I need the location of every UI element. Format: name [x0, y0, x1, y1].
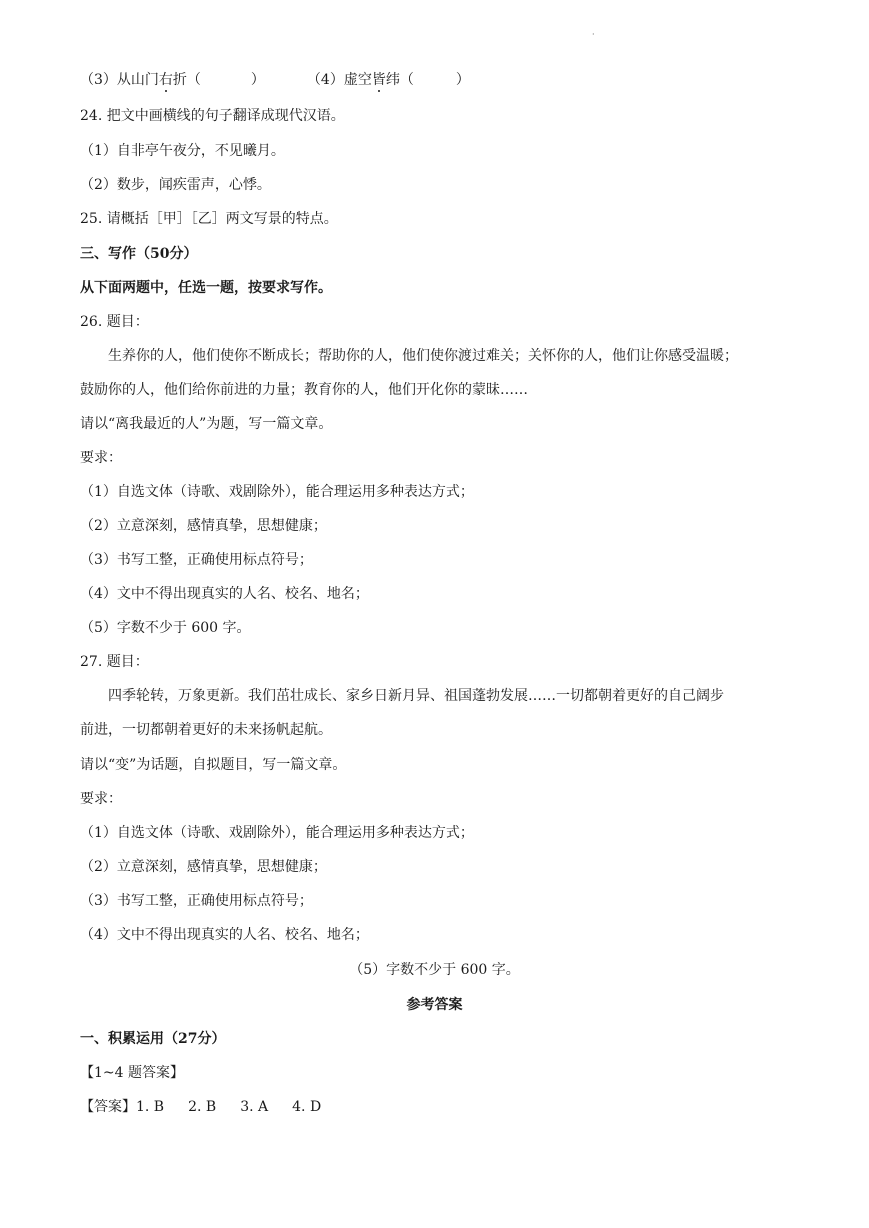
- q26-req-4: （4）文中不得出现真实的人名、校名、地名；: [80, 586, 369, 602]
- q26-requirements-label: 要求：: [80, 450, 122, 466]
- q26-req-3: （3）书写工整，正确使用标点符号；: [80, 552, 313, 568]
- q27-req-4: （4）文中不得出现真实的人名、校名、地名；: [80, 927, 369, 943]
- q26-label: 26. 题目：: [80, 314, 149, 330]
- answers-question-range: 【1~4 题答案】: [80, 1065, 184, 1081]
- answer-item-3: 3. A: [240, 1099, 269, 1115]
- writing-instruction: 从下面两题中，任选一题，按要求写作。: [80, 280, 332, 296]
- q27-label: 27. 题目：: [80, 654, 149, 670]
- q27-prompt: 请以“变”为话题，自拟题目，写一篇文章。: [80, 757, 347, 773]
- answers-line: [80, 1097, 321, 1117]
- q26-prompt: 请以“离我最近的人”为题，写一篇文章。: [80, 416, 333, 432]
- answer-item-1: 1. B: [136, 1099, 165, 1115]
- q23-item3-dotted-char: 右: [158, 72, 173, 88]
- q27-para1: 四季轮转，万象更新。我们茁壮成长、家乡日新月异、祖国蓬勃发展……一切都朝着更好的自己阔步: [108, 688, 724, 704]
- q27-req-2: （2）立意深刻，感情真挚，思想健康；: [80, 859, 327, 875]
- q26-req-1: （1）自选文体（诗歌、戏剧除外），能合理运用多种表达方式；: [80, 484, 474, 500]
- q26-req-5: （5）字数不少于 600 字。: [80, 620, 251, 636]
- q24-title: 24. 把文中画横线的句子翻译成现代汉语。: [80, 108, 345, 124]
- answer-item-2: 2. B: [188, 1099, 217, 1115]
- q27-req-3: （3）书写工整，正确使用标点符号；: [80, 893, 313, 909]
- answers-title: 参考答案: [406, 997, 463, 1013]
- q24-item2: （2）数步，闻疾雷声，心悸。: [80, 177, 271, 193]
- q23-item3-close: ）: [250, 72, 265, 88]
- q23-item4-dotted-char: 皆: [371, 72, 386, 88]
- q26-req-2: （2）立意深刻，感情真挚，思想健康；: [80, 518, 327, 534]
- answer-label: 【答案】: [80, 1099, 136, 1115]
- q27-requirements-label: 要求：: [80, 791, 122, 807]
- page-mark: ·: [592, 30, 595, 39]
- q26-para2: 鼓励你的人，他们给你前进的力量；教育你的人，他们开化你的蒙昧……: [80, 382, 528, 398]
- q27-para2: 前进，一切都朝着更好的未来扬帆起航。: [80, 722, 332, 738]
- q23-items: [80, 70, 470, 90]
- answers-section-heading: 一、积累运用（27分）: [80, 1031, 226, 1047]
- q23-item3-prefix: （3）从山门: [80, 72, 159, 88]
- q27-req-1: （1）自选文体（诗歌、戏剧除外），能合理运用多种表达方式；: [80, 825, 474, 841]
- q23-item3-suffix: 折（: [172, 72, 201, 88]
- answer-item-4: 4. D: [292, 1099, 322, 1115]
- q25-title: 25. 请概括［甲］［乙］两文写景的特点。: [80, 211, 338, 227]
- q23-item4-suffix: 纬（: [385, 72, 414, 88]
- q26-para1: 生养你的人，他们使你不断成长；帮助你的人，他们使你渡过难关；关怀你的人，他们让你感受温暖；: [108, 348, 738, 364]
- q27-req-5: （5）字数不少于 600 字。: [349, 962, 520, 978]
- writing-heading: 三、写作（50分）: [80, 246, 198, 262]
- q23-item4-prefix: （4）虚空: [306, 72, 372, 88]
- q23-item4-close: ）: [455, 72, 470, 88]
- q24-item1: （1）自非亭午夜分，不见曦月。: [80, 143, 285, 159]
